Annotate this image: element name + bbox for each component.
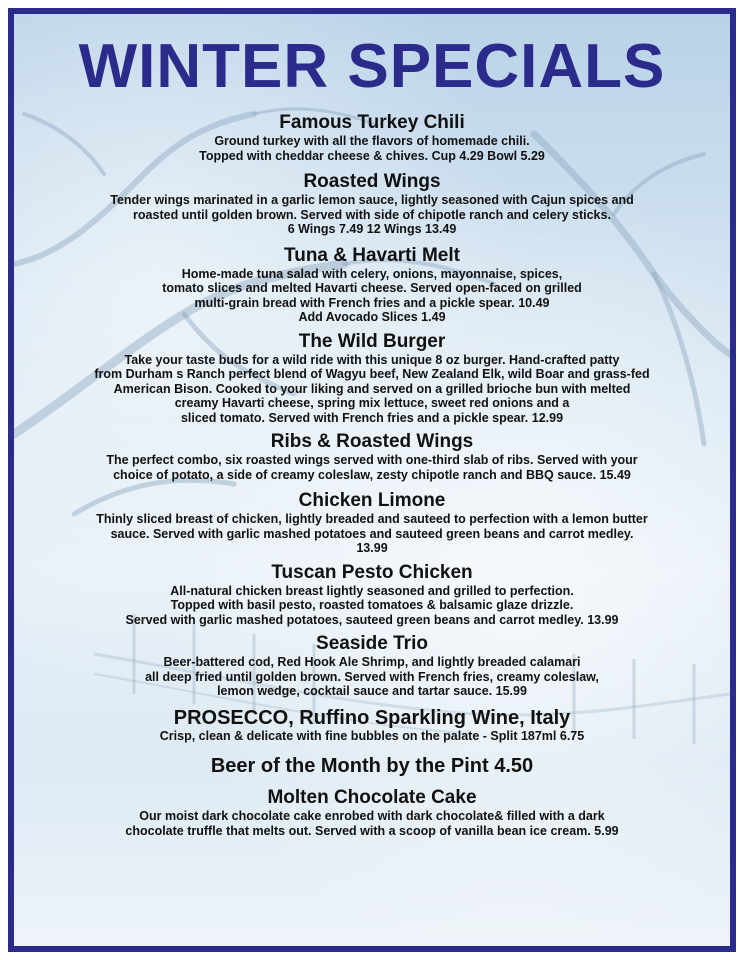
item-name: Chicken Limone [298, 490, 446, 511]
menu-item [14, 755, 730, 777]
item-description: The perfect combo, six roasted wings served with one-third slab of ribs. Served with your choice of potato, a side of creamy coleslaw, zesty chipotle ranch and BBQ sauce. 15.49 [106, 453, 638, 482]
menu-item [14, 112, 730, 163]
item-description: Beer-battered cod, Red Hook Ale Shrimp, and lightly breaded calamari all deep fried until golden brown. Served with French fries, creamy coleslaw, lemon wedge, cocktail sauce and tartar sauce. 15.99 [145, 655, 599, 698]
menu-item [14, 431, 730, 482]
item-description: Thinly sliced breast of chicken, lightly breaded and sauteed to perfection with a lemon butter sauce. Served with garlic mashed potatoes and sauteed green beans and carrot medley. 13.99 [96, 512, 648, 555]
item-name: Tuscan Pesto Chicken [271, 561, 473, 583]
menu-item [14, 562, 730, 628]
item-name: Beer of the Month by the Pint 4.50 [210, 755, 534, 777]
item-description: Take your taste buds for a wild ride with this unique 8 oz burger. Hand-crafted patty from Durham s Ranch perfect blend of Wagyu beef, New Zealand Elk, wild Boar and grass-fed American Bison. Cooked to your liking and served on a grilled brioche bun with melted creamy Havarti cheese, spring mix lettuce, sweet red onions and a sliced tomato. Served with French fries and a pickle spear. 12.99 [94, 352, 650, 425]
item-description: All-natural chicken breast lightly seasoned and grilled to perfection. Topped with basil pesto, roasted tomatoes & balsamic glaze drizzle. Served with garlic mashed potatoes, sauteed green beans and carrot medley. 13.99 [125, 583, 619, 627]
item-name: The Wild Burger [298, 330, 446, 352]
item-name: Ribs & Roasted Wings [270, 431, 474, 452]
item-name: Seaside Trio [316, 633, 428, 654]
item-description: Tender wings marinated in a garlic lemon sauce, lightly seasoned with Cajun spices and roasted until golden brown. Served with side of chipotle ranch and celery sticks. 6 Wings 7.49 12 Wings 13.49 [110, 193, 634, 236]
menu-item [14, 707, 730, 744]
item-description: Crisp, clean & delicate with fine bubbles on the palate - Split 187ml 6.75 [159, 728, 585, 743]
menu-item [14, 787, 730, 838]
menu-frame [8, 8, 736, 952]
menu-item [14, 331, 730, 426]
menu-title: WINTER SPECIALS [78, 32, 666, 101]
menu-item [14, 171, 730, 237]
menu-item [14, 490, 730, 556]
item-description: Ground turkey with all the flavors of homemade chili. Topped with cheddar cheese & chives. Cup 4.29 Bowl 5.29 [199, 134, 545, 163]
item-name: Famous Turkey Chili [279, 112, 465, 133]
item-name: Molten Chocolate Cake [267, 787, 477, 808]
menu-item [14, 245, 730, 325]
item-name: PROSECCO, Ruffino Sparkling Wine, Italy [173, 706, 571, 729]
item-description: Our moist dark chocolate cake enrobed with dark chocolate& filled with a dark chocolate truffle that melts out. Served with a scoop of vanilla bean ice cream. 5.99 [125, 809, 619, 838]
item-description: Home-made tuna salad with celery, onions, mayonnaise, spices, tomato slices and melted Havarti cheese. Served open-faced on grilled multi-grain bread with French fries and a pickle spear. 10.49 Add Avocado Slices 1.49 [162, 266, 582, 324]
item-name: Tuna & Havarti Melt [284, 244, 460, 266]
item-name: Roasted Wings [303, 171, 441, 192]
menu-content [14, 14, 730, 946]
menu-item [14, 633, 730, 699]
